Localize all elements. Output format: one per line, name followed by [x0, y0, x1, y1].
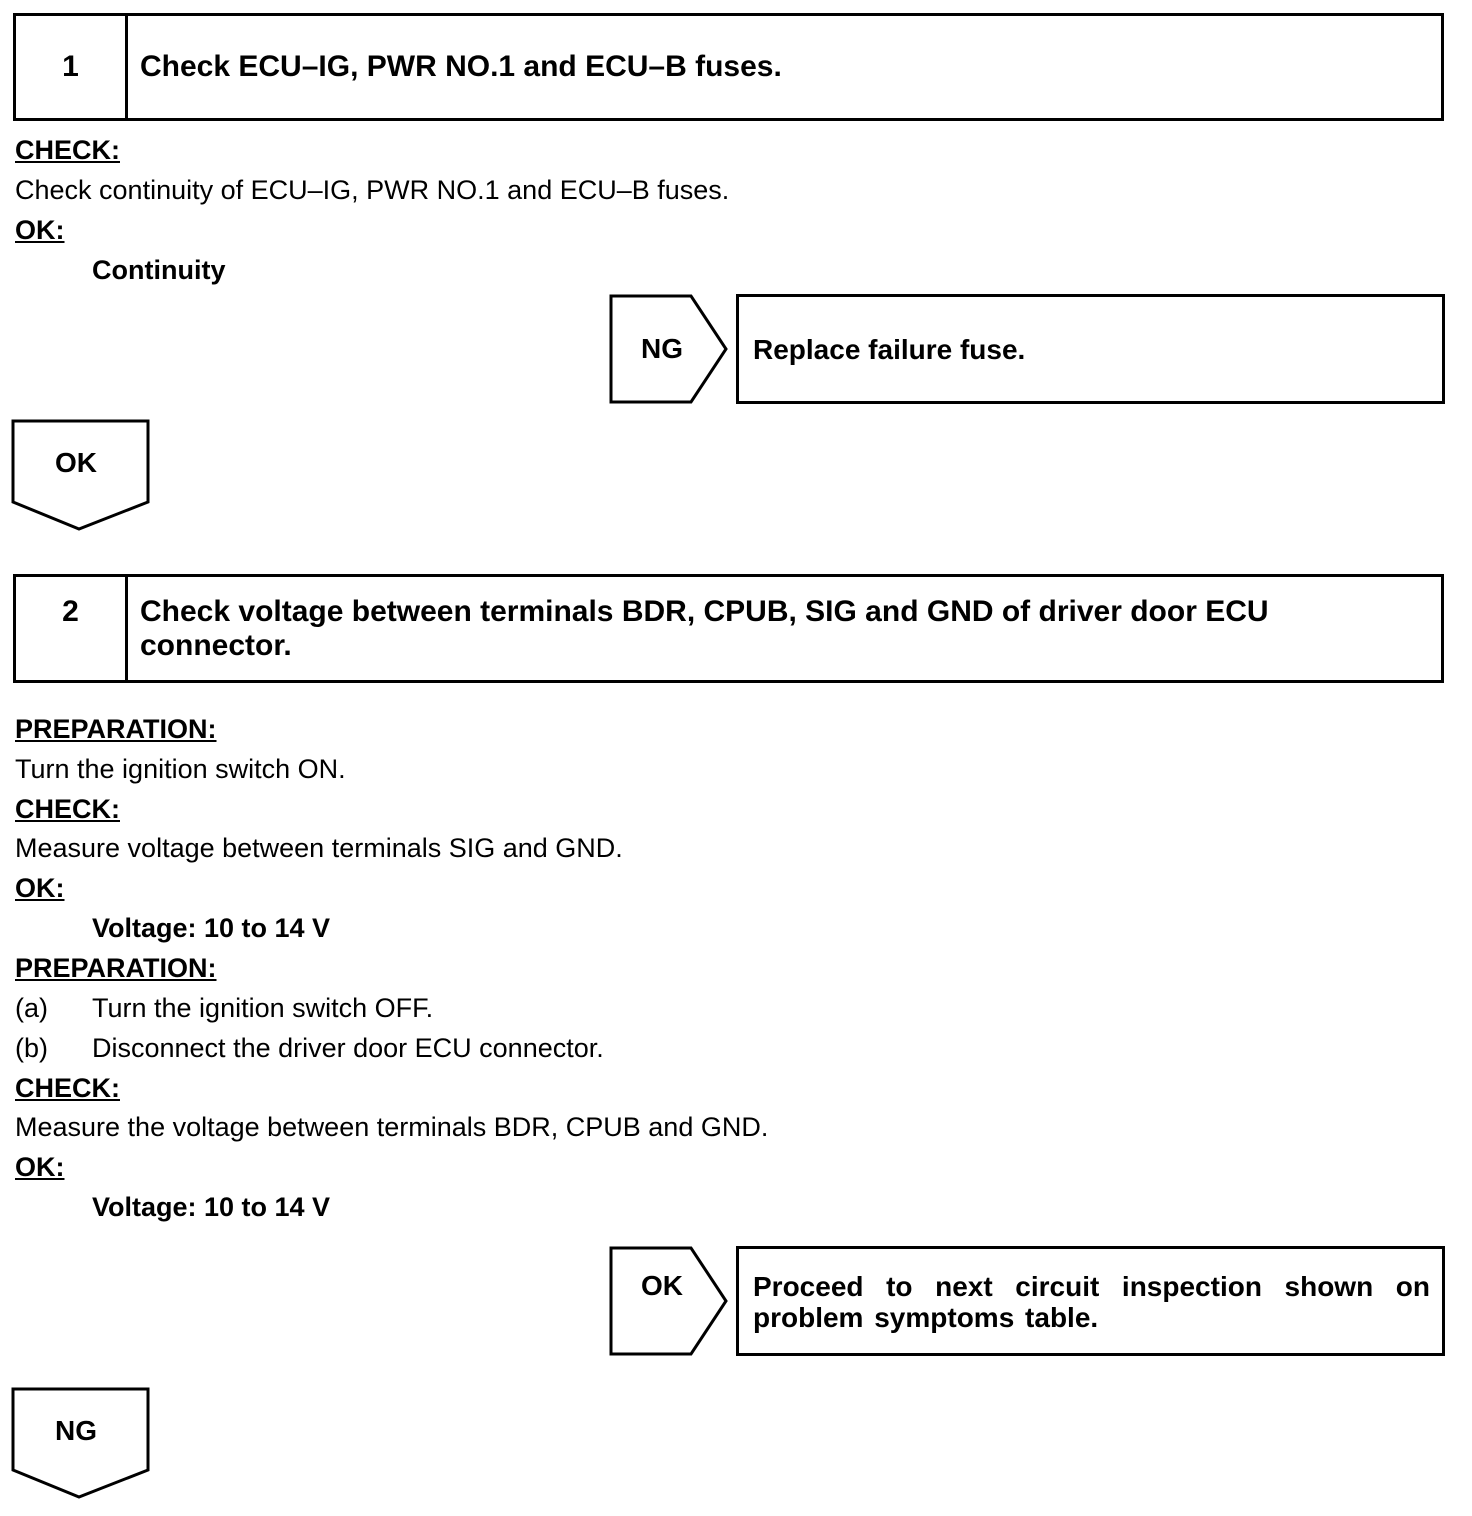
step-2-title: Check voltage between terminals BDR, CPUB, SIG and GND of driver door ECU connector.: [140, 595, 1269, 662]
step-1-ok-label: OK:: [15, 215, 65, 245]
step-2-prep-2-item-b-letter: (b): [15, 1033, 48, 1063]
step-2-number: 2: [16, 577, 128, 680]
step-1-title: Check ECU–IG, PWR NO.1 and ECU–B fuses.: [140, 50, 782, 83]
step-2-check-1-text: Measure voltage between terminals SIG and GND.: [15, 833, 623, 863]
step-2-prep-2-item-a-letter: (a): [15, 993, 48, 1023]
step-2-prep-2-item-a-text: Turn the ignition switch OFF.: [92, 993, 434, 1023]
step-1-ok-spec: Continuity: [92, 255, 226, 285]
step-1-check-label: CHECK:: [15, 135, 120, 165]
step-2-ok-1-label: OK:: [15, 873, 65, 903]
step-1-ng-result: Replace failure fuse.: [736, 294, 1445, 404]
step-1-check-text: Check continuity of ECU–IG, PWR NO.1 and ECU–B fuses.: [15, 175, 730, 205]
step-2-check-2-label: CHECK:: [15, 1073, 120, 1103]
step-2-ok-label: OK: [641, 1270, 683, 1301]
step-1-number: 1: [16, 16, 128, 118]
step-1-ok-down-label: OK: [55, 447, 97, 478]
step-2-check-2-text: Measure the voltage between terminals BDR, CPUB and GND.: [15, 1112, 769, 1142]
step-2-ok-result: Proceed to next circuit inspection shown on problem symptoms table.: [736, 1246, 1445, 1356]
step-2-prep-1-label: PREPARATION:: [15, 714, 217, 744]
step-2-header: [13, 574, 1444, 683]
step-2-prep-2-item-b-text: Disconnect the driver door ECU connector.: [92, 1033, 604, 1063]
step-2-prep-2-label: PREPARATION:: [15, 953, 217, 983]
step-1-header: [13, 13, 1444, 121]
step-2-ok-2-label: OK:: [15, 1152, 65, 1182]
step-1-ng-label: NG: [641, 333, 683, 364]
step-2-ng-down-label: NG: [55, 1415, 97, 1446]
step-2-ok-2-spec: Voltage: 10 to 14 V: [92, 1192, 331, 1222]
step-2-prep-1-text: Turn the ignition switch ON.: [15, 754, 346, 784]
step-2-ok-1-spec: Voltage: 10 to 14 V: [92, 913, 331, 943]
step-2-check-1-label: CHECK:: [15, 794, 120, 824]
